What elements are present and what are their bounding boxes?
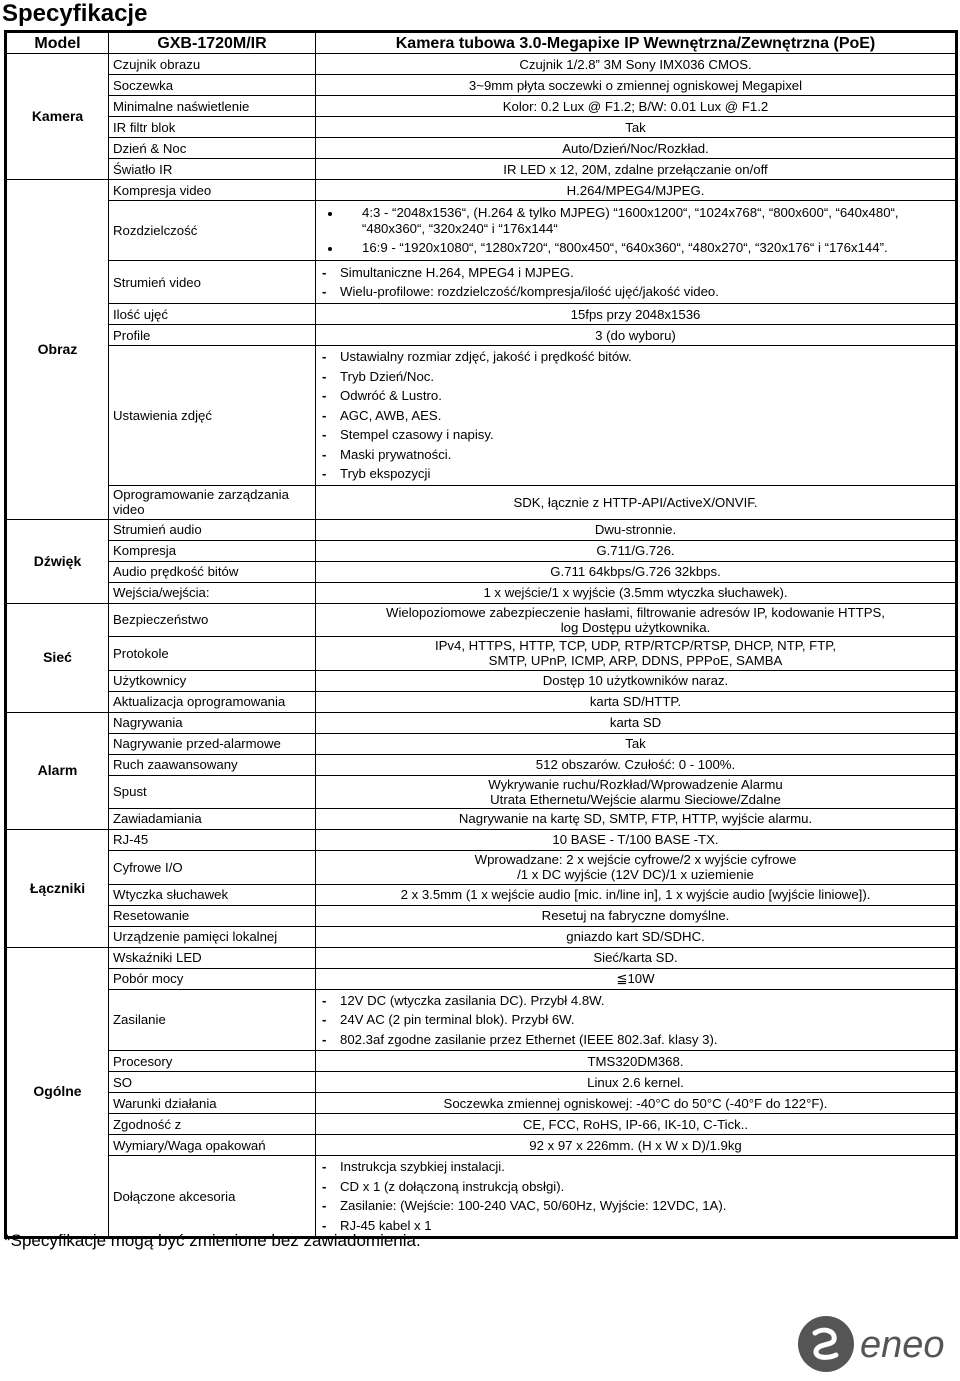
list-item: - 12V DC (wtyczka zasilania DC). Przybł 4.8W.	[322, 991, 951, 1011]
table-row	[6, 905, 957, 926]
row-label: Rozdzielczość	[109, 201, 316, 261]
table-row	[6, 159, 957, 180]
table-row	[6, 180, 957, 201]
table-row	[6, 636, 957, 670]
list-item: - AGC, AWB, AES.	[322, 406, 951, 426]
row-value: Sieć/karta SD.	[316, 947, 957, 968]
table-header-row	[6, 32, 957, 54]
section-alarm: Alarm	[6, 712, 109, 829]
logo-text: eneo	[860, 1324, 945, 1366]
row-label: Światło IR	[109, 159, 316, 180]
row-label: Wymiary/Waga opakowań	[109, 1135, 316, 1156]
row-label: Procesory	[109, 1051, 316, 1072]
row-label: Ilość ujęć	[109, 304, 316, 325]
section-ogolne: Ogólne	[6, 947, 109, 1238]
row-label: Ustawienia zdjęć	[109, 346, 316, 486]
row-label: Nagrywania	[109, 712, 316, 733]
table-row	[6, 540, 957, 561]
list-item: 4:3 - “2048x1536“, (H.264 & tylko MJPEG) “1600x1200“, “1024x768“, “800x600“, “640x480“, “480x360“, “320x240“ i “176x144“	[322, 205, 951, 237]
table-row	[6, 561, 957, 582]
list-item: - Odwróć & Lustro.	[322, 386, 951, 406]
row-label: Soczewka	[109, 75, 316, 96]
row-label: Cyfrowe I/O	[109, 850, 316, 884]
row-label: SO	[109, 1072, 316, 1093]
table-row	[6, 829, 957, 850]
list-item: - Instrukcja szybkiej instalacji.	[322, 1157, 951, 1177]
row-label: Zgodność z	[109, 1114, 316, 1135]
table-row	[6, 1114, 957, 1135]
row-value: Kolor: 0.2 Lux @ F1.2; B/W: 0.01 Lux @ F1.2	[316, 96, 957, 117]
table-row	[6, 808, 957, 829]
value-line: /1 x DC wyjście (12V DC)/1 x uziemienie	[517, 867, 754, 882]
row-value: IR LED x 12, 20M, zdalne przełączanie on/off	[316, 159, 957, 180]
value-line: IPv4, HTTPS, HTTP, TCP, UDP, RTP/RTCP/RTSP, DHCP, NTP, FTP,	[434, 638, 837, 653]
list-item: - CD x 1 (z dołączoną instrukcją obsłgi).	[322, 1177, 951, 1197]
row-value-list	[316, 201, 957, 261]
row-value: Tak	[316, 733, 957, 754]
row-value: karta SD	[316, 712, 957, 733]
power-list	[322, 991, 951, 1050]
row-label: Strumień audio	[109, 519, 316, 540]
row-value: CE, FCC, RoHS, IP-66, IK-10, C-Tick..	[316, 1114, 957, 1135]
row-value: karta SD/HTTP.	[316, 691, 957, 712]
table-row	[6, 519, 957, 540]
row-value: Auto/Dzień/Noc/Rozkład.	[316, 138, 957, 159]
table-row	[6, 926, 957, 947]
row-label: Urządzenie pamięci lokalnej	[109, 926, 316, 947]
table-row	[6, 775, 957, 808]
list-item: - 24V AC (2 pin terminal blok). Przybł 6W.	[322, 1010, 951, 1030]
row-label: Bezpieczeństwo	[109, 603, 316, 636]
row-value: SDK, łącznie z HTTP-API/ActiveX/ONVIF.	[316, 485, 957, 519]
row-value	[316, 850, 957, 884]
spec-table	[4, 30, 958, 1239]
image-settings-list	[322, 347, 951, 484]
row-value: Soczewka zmiennej ogniskowej: -40°C do 50°C (-40°F do 122°F).	[316, 1093, 957, 1114]
row-value: 3 (do wyboru)	[316, 325, 957, 346]
row-value: ≦10W	[316, 968, 957, 989]
table-row	[6, 485, 957, 519]
table-row	[6, 850, 957, 884]
table-row	[6, 1093, 957, 1114]
row-label: Ruch zaawansowany	[109, 754, 316, 775]
row-label: Dołączone akcesoria	[109, 1156, 316, 1238]
row-label: Spust	[109, 775, 316, 808]
table-row	[6, 989, 957, 1051]
row-label: Zawiadamiania	[109, 808, 316, 829]
header-description: Kamera tubowa 3.0-Megapixe IP Wewnętrzna/Zewnętrzna (PoE)	[316, 32, 957, 54]
row-value: 15fps przy 2048x1536	[316, 304, 957, 325]
section-kamera: Kamera	[6, 54, 109, 180]
row-label: Resetowanie	[109, 905, 316, 926]
list-item: - Zasilanie: (Wejście: 100-240 VAC, 50/60Hz, Wyjście: 12VDC, 1A).	[322, 1196, 951, 1216]
list-item: - Tryb ekspozycji	[322, 464, 951, 484]
row-value: Czujnik 1/2.8” 3M Sony IMX036 CMOS.	[316, 54, 957, 75]
value-line: SMTP, UPnP, ICMP, ARP, DDNS, PPPoE, SAMBA	[488, 653, 783, 668]
table-row	[6, 1156, 957, 1238]
row-value: Resetuj na fabryczne domyślne.	[316, 905, 957, 926]
row-value	[316, 603, 957, 636]
row-label: Pobór mocy	[109, 968, 316, 989]
table-row	[6, 1135, 957, 1156]
value-line: Wprowadzane: 2 x wejście cyfrowe/2 x wyjście cyfrowe	[474, 852, 797, 867]
list-item: - RJ-45 kabel x 1	[322, 1216, 951, 1236]
row-value: 512 obszarów. Czułość: 0 - 100%.	[316, 754, 957, 775]
header-model: Model	[6, 32, 109, 54]
eneo-logo	[796, 1313, 958, 1375]
table-row	[6, 968, 957, 989]
section-dzwiek: Dźwięk	[6, 519, 109, 603]
row-value: Tak	[316, 117, 957, 138]
row-value: H.264/MPEG4/MJPEG.	[316, 180, 957, 201]
table-row	[6, 325, 957, 346]
row-label: Zasilanie	[109, 989, 316, 1051]
row-value: Dostęp 10 użytkowników naraz.	[316, 670, 957, 691]
value-line: Wykrywanie ruchu/Rozkład/Wprowadzenie Alarmu	[488, 776, 783, 792]
row-label: Kompresja	[109, 540, 316, 561]
list-item: - Wielu-profilowe: rozdzielczość/kompresja/ilość ujęć/jakość video.	[322, 282, 951, 302]
table-row	[6, 96, 957, 117]
row-value: 1 x wejście/1 x wyjście (3.5mm wtyczka słuchawek).	[316, 582, 957, 603]
row-label: Wskaźniki LED	[109, 947, 316, 968]
row-value: 10 BASE - T/100 BASE -TX.	[316, 829, 957, 850]
row-value: Linux 2.6 kernel.	[316, 1072, 957, 1093]
list-item: - 802.3af zgodne zasilanie przez Ethernet (IEEE 802.3af. klasy 3).	[322, 1030, 951, 1050]
table-row	[6, 201, 957, 261]
table-row	[6, 346, 957, 486]
row-label: Protokole	[109, 636, 316, 670]
table-row	[6, 691, 957, 712]
header-product: GXB-1720M/IR	[109, 32, 316, 54]
row-value-list	[316, 989, 957, 1051]
table-row	[6, 884, 957, 905]
row-value-list	[316, 346, 957, 486]
table-row	[6, 75, 957, 96]
row-value	[316, 636, 957, 670]
resolution-list	[322, 205, 951, 256]
table-row	[6, 947, 957, 968]
row-label: Użytkownicy	[109, 670, 316, 691]
table-row	[6, 754, 957, 775]
row-label: IR filtr blok	[109, 117, 316, 138]
row-value	[316, 775, 957, 808]
row-value: Dwu-stronnie.	[316, 519, 957, 540]
row-value: TMS320DM368.	[316, 1051, 957, 1072]
row-label: Warunki działania	[109, 1093, 316, 1114]
table-row	[6, 54, 957, 75]
row-label: Oprogramowanie zarządzania video	[109, 485, 316, 519]
table-row	[6, 670, 957, 691]
footnote: *Specyfikacje mogą być zmienione bez zawiadomienia.	[4, 1231, 421, 1250]
table-row	[6, 733, 957, 754]
section-siec: Sieć	[6, 603, 109, 712]
row-value: G.711/G.726.	[316, 540, 957, 561]
section-obraz: Obraz	[6, 180, 109, 520]
row-label: Dzień & Noc	[109, 138, 316, 159]
row-value-list	[316, 1156, 957, 1238]
list-item: - Simultaniczne H.264, MPEG4 i MJPEG.	[322, 263, 951, 283]
table-row	[6, 138, 957, 159]
eneo-logo-icon	[796, 1313, 958, 1375]
row-label: Aktualizacja oprogramowania	[109, 691, 316, 712]
table-row	[6, 1051, 957, 1072]
table-row	[6, 603, 957, 636]
page-title: Specyfikacje	[2, 0, 148, 27]
value-line: log Dostępu użytkownika.	[560, 619, 711, 635]
value-line: Wielopoziomowe zabezpieczenie hasłami, filtrowanie adresów IP, kodowanie HTTPS,	[386, 604, 885, 620]
list-item: - Maski prywatności.	[322, 445, 951, 465]
row-label: Profile	[109, 325, 316, 346]
row-value: 2 x 3.5mm (1 x wejście audio [mic. in/line in], 1 x wyjście audio [wyjście liniowe]).	[316, 884, 957, 905]
row-label: Kompresja video	[109, 180, 316, 201]
row-label: Strumień video	[109, 261, 316, 304]
section-laczniki: Łączniki	[6, 829, 109, 947]
row-label: Czujnik obrazu	[109, 54, 316, 75]
table-row	[6, 261, 957, 304]
row-label: Audio prędkość bitów	[109, 561, 316, 582]
table-row	[6, 712, 957, 733]
row-label: RJ-45	[109, 829, 316, 850]
row-value-list	[316, 261, 957, 304]
list-item: 16:9 - “1920x1080“, “1280x720“, “800x450“, “640x360“, “480x270“, “320x176“ i “176x144”.	[322, 240, 951, 256]
row-label: Wejścia/wejścia:	[109, 582, 316, 603]
list-item: - Ustawialny rozmiar zdjęć, jakość i prędkość bitów.	[322, 347, 951, 367]
row-value: G.711 64kbps/G.726 32kbps.	[316, 561, 957, 582]
stream-list	[322, 263, 951, 302]
row-value: Nagrywanie na kartę SD, SMTP, FTP, HTTP, wyjście alarmu.	[316, 808, 957, 829]
table-row	[6, 117, 957, 138]
table-row	[6, 1072, 957, 1093]
list-item: - Stempel czasowy i napisy.	[322, 425, 951, 445]
row-label: Wtyczka słuchawek	[109, 884, 316, 905]
row-label: Minimalne naświetlenie	[109, 96, 316, 117]
row-value: 3~9mm płyta soczewki o zmiennej ogniskowej Megapixel	[316, 75, 957, 96]
table-row	[6, 582, 957, 603]
row-label: Nagrywanie przed-alarmowe	[109, 733, 316, 754]
row-value: gniazdo kart SD/SDHC.	[316, 926, 957, 947]
value-line: Utrata Ethernetu/Wejście alarmu Sieciowe/Zdalne	[490, 791, 781, 807]
list-item: - Tryb Dzień/Noc.	[322, 367, 951, 387]
table-row	[6, 304, 957, 325]
row-value: 92 x 97 x 226mm. (H x W x D)/1.9kg	[316, 1135, 957, 1156]
accessories-list	[322, 1157, 951, 1235]
